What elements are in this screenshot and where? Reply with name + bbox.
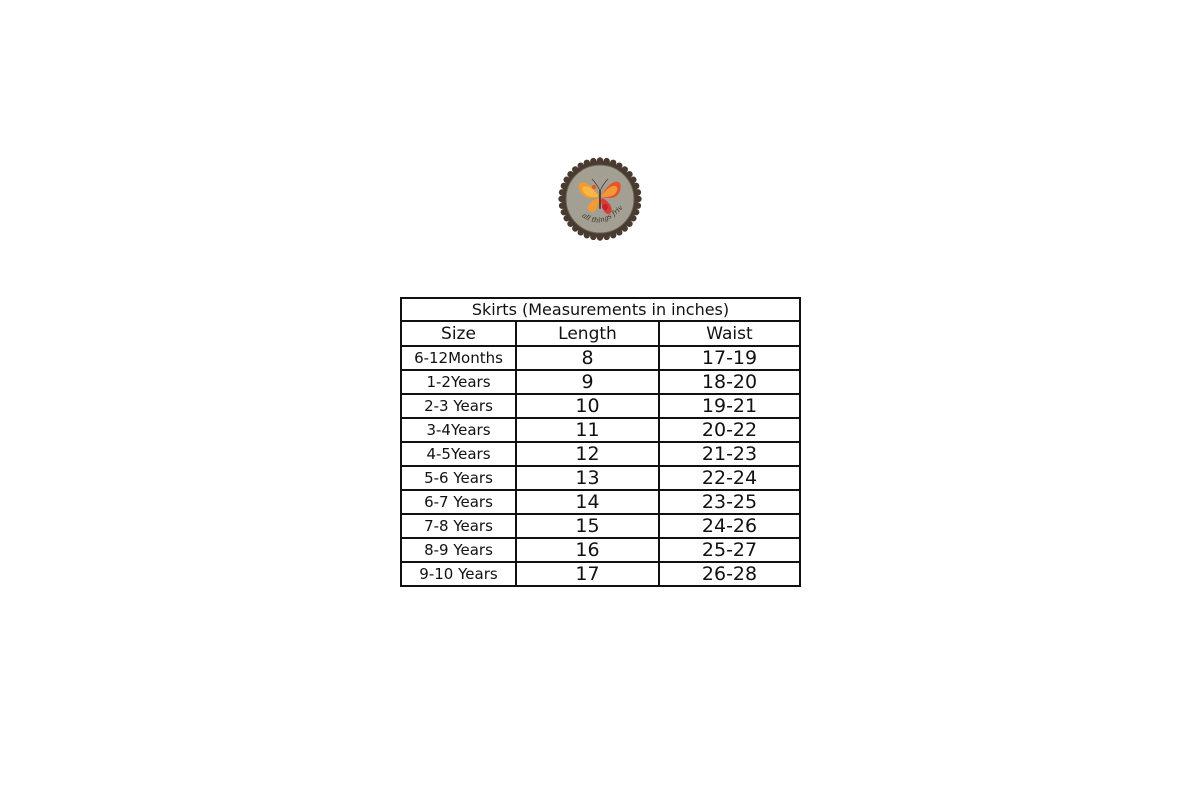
brand-logo bbox=[558, 157, 642, 241]
length-cell: 9 bbox=[516, 370, 659, 394]
table-row bbox=[401, 514, 800, 538]
size-cell: 9-10 Years bbox=[401, 562, 516, 586]
length-cell: 14 bbox=[516, 490, 659, 514]
length-cell: 15 bbox=[516, 514, 659, 538]
column-header-size: Size bbox=[401, 321, 516, 346]
waist-cell: 26-28 bbox=[659, 562, 800, 586]
size-chart-table bbox=[400, 297, 801, 587]
table-header-row bbox=[401, 321, 800, 346]
size-cell: 2-3 Years bbox=[401, 394, 516, 418]
size-cell: 5-6 Years bbox=[401, 466, 516, 490]
column-header-waist: Waist bbox=[659, 321, 800, 346]
size-cell: 3-4Years bbox=[401, 418, 516, 442]
waist-cell: 23-25 bbox=[659, 490, 800, 514]
length-cell: 8 bbox=[516, 346, 659, 370]
size-cell: 7-8 Years bbox=[401, 514, 516, 538]
waist-cell: 20-22 bbox=[659, 418, 800, 442]
waist-cell: 17-19 bbox=[659, 346, 800, 370]
waist-cell: 18-20 bbox=[659, 370, 800, 394]
table-row bbox=[401, 442, 800, 466]
table-row bbox=[401, 562, 800, 586]
table-row bbox=[401, 418, 800, 442]
waist-cell: 19-21 bbox=[659, 394, 800, 418]
size-cell: 6-7 Years bbox=[401, 490, 516, 514]
waist-cell: 24-26 bbox=[659, 514, 800, 538]
size-cell: 1-2Years bbox=[401, 370, 516, 394]
size-cell: 4-5Years bbox=[401, 442, 516, 466]
butterfly-logo-icon bbox=[558, 157, 642, 241]
table-row bbox=[401, 490, 800, 514]
length-cell: 17 bbox=[516, 562, 659, 586]
table-row bbox=[401, 538, 800, 562]
table-title-row bbox=[401, 298, 800, 321]
waist-cell: 21-23 bbox=[659, 442, 800, 466]
table-title: Skirts (Measurements in inches) bbox=[401, 298, 800, 321]
table-row bbox=[401, 466, 800, 490]
size-cell: 6-12Months bbox=[401, 346, 516, 370]
table-row bbox=[401, 370, 800, 394]
size-cell: 8-9 Years bbox=[401, 538, 516, 562]
column-header-length: Length bbox=[516, 321, 659, 346]
length-cell: 10 bbox=[516, 394, 659, 418]
waist-cell: 22-24 bbox=[659, 466, 800, 490]
table-row bbox=[401, 346, 800, 370]
length-cell: 12 bbox=[516, 442, 659, 466]
length-cell: 13 bbox=[516, 466, 659, 490]
waist-cell: 25-27 bbox=[659, 538, 800, 562]
table-row bbox=[401, 394, 800, 418]
length-cell: 11 bbox=[516, 418, 659, 442]
logo-text: all things friv bbox=[580, 203, 625, 225]
length-cell: 16 bbox=[516, 538, 659, 562]
